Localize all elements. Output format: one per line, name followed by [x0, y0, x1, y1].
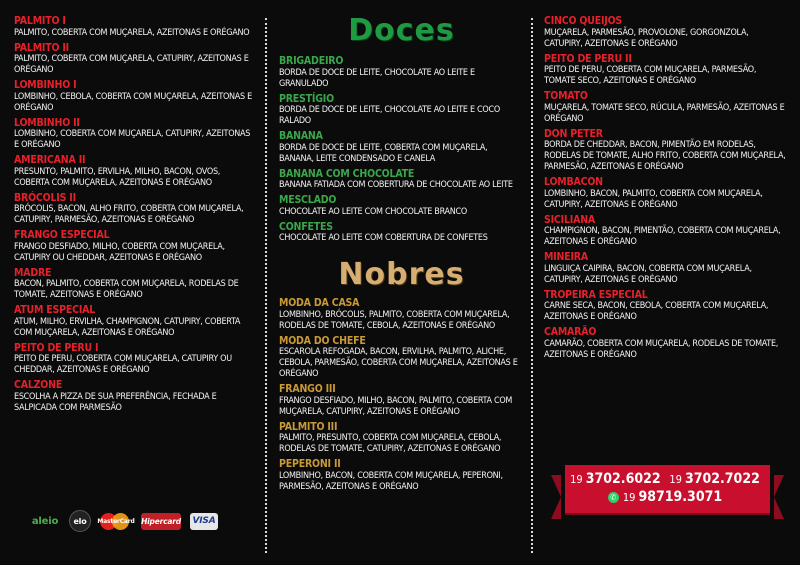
menu-item: [279, 56, 524, 90]
aleio-logo: aleio: [31, 515, 59, 527]
menu-item-description: LOMBINHO, BACON, COBERTA COM MUÇARELA, PEPERONI, PARMESÃO, AZEITONAS E ORÉGANO: [279, 470, 503, 492]
menu-item-description: ATUM, MILHO, ERVILHA, CHAMPIGNON, CATUPIRY, COBERTA COM MUÇARELA, AZEITONAS E ORÉGANO: [14, 316, 241, 338]
menu-item: [544, 215, 789, 249]
menu-item-name: DON PETER: [544, 127, 603, 140]
menu-item-description: PEITO DE PERU, COBERTA COM MUÇARELA, CATUPIRY OU CHEDDAR, AZEITONAS E ORÉGANO: [14, 354, 232, 375]
menu-item: [544, 290, 789, 324]
right-menu-list: [544, 16, 789, 361]
menu-item-description: CARNE SECA, BACON, CEBOLA, COBERTA COM MUÇARELA, AZEITONAS E ORÉGANO: [544, 301, 769, 322]
menu-item: [279, 336, 524, 381]
menu-item-name: AMERICANA II: [14, 154, 86, 166]
mastercard-logo-text: MasterCard: [97, 517, 135, 525]
menu-item-description: BORDA DE DOCE DE LEITE, CHOCOLATE AO LEITE E GRANULADO: [279, 67, 475, 89]
middle-column: [279, 0, 524, 565]
menu-item: [14, 268, 254, 302]
menu-item-description: ESCAROLA REFOGADA, BACON, ERVILHA, PALMITO, ALICHE, CEBOLA, PARMESÃO, COBERTA COM MUÇARELA, AZEITONAS E ORÉGANO: [279, 347, 518, 379]
hipercard-logo: Hipercard: [141, 513, 181, 530]
menu-item-name: CONFETES: [279, 220, 333, 233]
left-column: [14, 16, 254, 565]
menu-item: [544, 16, 789, 50]
payment-methods: [30, 510, 218, 532]
menu-item-name: BANANA: [279, 130, 323, 142]
menu-item: [14, 305, 254, 339]
menu-item-name: FRANGO ESPECIAL: [14, 229, 110, 241]
menu-item: [14, 155, 254, 189]
doces-menu-list: [279, 56, 524, 244]
ddd-code: 19: [570, 473, 583, 486]
menu-item-description: BACON, PALMITO, COBERTA COM MUÇARELA, RODELAS DE TOMATE, AZEITONAS E ORÉGANO: [14, 279, 239, 300]
menu-item-description: LOMBINHO, BRÓCOLIS, PALMITO, COBERTA COM MUÇARELA, RODELAS DE TOMATE, CEBOLA, AZEITONAS E ORÉGANO: [279, 309, 510, 331]
menu-item: [279, 298, 524, 332]
column-divider-left: [265, 18, 267, 553]
menu-item-name: PEITO DE PERU I: [14, 341, 99, 354]
whatsapp-icon: ✆: [608, 492, 619, 503]
menu-item-description: LOMBINHO, BACON, PALMITO, COBERTA COM MUÇARELA, CATUPIRY, AZEITONAS E ORÉGANO: [544, 188, 763, 210]
menu-item-description: PEITO DE PERU, COBERTA COM MUÇARELA, PARMESÃO, TOMATE SECO, AZEITONAS E ORÉGANO: [544, 65, 757, 86]
menu-item: [14, 43, 254, 77]
menu-item: [14, 230, 254, 264]
menu-item-description: PALMITO, COBERTA COM MUÇARELA, AZEITONAS E ORÉGANO: [14, 27, 250, 38]
menu-item: [544, 327, 789, 361]
doces-section-title: Doces: [348, 13, 455, 48]
whatsapp-number[interactable]: 98719.3071: [638, 489, 723, 505]
menu-item-description: CHOCOLATE AO LEITE COM CHOCOLATE BRANCO: [279, 206, 467, 217]
menu-item: [279, 422, 524, 456]
menu-item-description: FRANGO DESFIADO, MILHO, BACON, PALMITO, COBERTA COM MUÇARELA, CATUPIRY, AZEITONAS E ORÉGANO: [279, 395, 513, 417]
menu-item-description: PALMITO, COBERTA COM MUÇARELA, CATUPIRY, AZEITONAS E ORÉGANO: [14, 54, 249, 75]
menu-item-name: MESCLADO: [279, 194, 337, 206]
menu-item-name: MADRE: [14, 266, 52, 279]
menu-item-name: BANANA COM CHOCOLATE: [279, 167, 415, 180]
menu-item: [279, 222, 524, 245]
menu-item-description: ESCOLHA A PIZZA DE SUA PREFERÊNCIA, FECHADA E SALPICADA COM PARMESÃO: [14, 391, 217, 413]
menu-item: [279, 131, 524, 165]
phone-row-whatsapp: [565, 487, 770, 505]
menu-item-description: MUÇARELA, TOMATE SECO, RÚCULA, PARMESÃO, AZEITONAS E ORÉGANO: [544, 102, 785, 124]
visa-logo: VISA: [190, 513, 218, 530]
ddd-code: 19: [622, 491, 636, 504]
menu-item: [14, 380, 254, 414]
menu-item-description: BRÓCOLIS, BACON, ALHO FRITO, COBERTA COM MUÇARELA, CATUPIRY, PARMESÃO, AZEITONAS E ORÉGANO: [14, 204, 244, 225]
menu-item-name: MODA DO CHEFE: [279, 334, 366, 347]
menu-item-description: BORDA DE DOCE DE LEITE, COBERTA COM MUÇARELA, BANANA, LEITE CONDENSADO E CANELA: [279, 142, 488, 164]
menu-item-name: PALMITO III: [279, 420, 338, 433]
menu-item-name: MODA DA CASA: [279, 297, 360, 309]
mastercard-logo: [97, 513, 135, 530]
menu-item-description: PRESUNTO, PALMITO, ERVILHA, MILHO, BACON, OVOS, COBERTA COM MUÇARELA, AZEITONAS E ORÉGANO: [14, 166, 221, 188]
menu-item-name: TOMATO: [544, 90, 588, 102]
menu-item-name: BRIGADEIRO: [279, 55, 344, 67]
ddd-code: 19: [669, 473, 682, 486]
menu-item-description: BANANA FATIADA COM COBERTURA DE CHOCOLATE AO LEITE: [279, 180, 513, 190]
menu-item-description: CAMARÃO, COBERTA COM MUÇARELA, RODELAS DE TOMATE, AZEITONAS E ORÉGANO: [544, 338, 779, 360]
elo-logo: elo: [69, 510, 91, 532]
menu-item: [14, 193, 254, 227]
menu-item: [14, 16, 254, 39]
menu-item: [279, 384, 524, 418]
phone-ribbon: [565, 465, 770, 513]
menu-item: [544, 54, 789, 88]
menu-item-name: PALMITO I: [14, 15, 66, 27]
nobres-menu-list: [279, 298, 524, 493]
menu-item-description: LOMBINHO, CEBOLA, COBERTA COM MUÇARELA, AZEITONAS E ORÉGANO: [14, 91, 252, 113]
menu-item-description: LOMBINHO, COBERTA COM MUÇARELA, CATUPIRY, AZEITONAS E ORÉGANO: [14, 129, 251, 150]
menu-item: [14, 343, 254, 377]
menu-item-name: FRANGO III: [279, 383, 336, 395]
menu-item-name: CAMARÃO: [544, 326, 597, 338]
menu-item-description: CHAMPIGNON, BACON, PIMENTÃO, COBERTA COM MUÇARELA, AZEITONAS E ORÉGANO: [544, 226, 781, 247]
menu-item: [544, 91, 789, 125]
phone-row-landlines: [565, 465, 770, 487]
menu-item-name: BRÓCOLIS II: [14, 191, 76, 204]
nobres-section-title: Nobres: [338, 257, 465, 292]
phone-number-1[interactable]: 3702.6022: [585, 471, 661, 487]
menu-item-name: MINEIRA: [544, 251, 588, 263]
menu-item: [14, 80, 254, 114]
menu-item-name: LOMBACON: [544, 176, 603, 188]
menu-item-description: BORDA DE DOCE DE LEITE, CHOCOLATE AO LEITE E COCO RALADO: [279, 105, 500, 126]
menu-item-description: BORDA DE CHEDDAR, BACON, PIMENTÃO EM RODELAS, RODELAS DE TOMATE, ALHO FRITO, COBERTA COM MUÇARELA, PARMESÃO, AZEITONAS E ORÉGANO: [544, 140, 786, 172]
menu-item-name: PEITO DE PERU II: [544, 52, 632, 65]
menu-item: [544, 177, 789, 211]
menu-item: [279, 195, 524, 218]
menu-item: [279, 169, 524, 192]
menu-item-description: LINGUIÇA CAIPIRA, BACON, COBERTA COM MUÇARELA, CATUPIRY, AZEITONAS E ORÉGANO: [544, 263, 752, 285]
menu-item-name: CINCO QUEIJOS: [544, 15, 623, 27]
menu-item-description: PALMITO, PRESUNTO, COBERTA COM MUÇARELA, CEBOLA, RODELAS DE TOMATE, CATUPIRY, AZEITONAS E ORÉGANO: [279, 433, 502, 454]
menu-item-name: CALZONE: [14, 379, 63, 391]
menu-item-name: LOMBINHO I: [14, 79, 77, 91]
phone-number-2[interactable]: 3702.7022: [684, 471, 760, 487]
menu-item: [279, 459, 524, 493]
menu-item: [14, 118, 254, 152]
menu-item-name: PALMITO II: [14, 41, 69, 54]
column-divider-right: [531, 18, 533, 553]
left-menu-list: [14, 16, 254, 414]
menu-item: [279, 94, 524, 128]
menu-item: [544, 252, 789, 286]
menu-item-name: TROPEIRA ESPECIAL: [544, 288, 648, 301]
menu-item: [544, 129, 789, 174]
menu-item-name: SICILIANA: [544, 213, 596, 226]
menu-item-description: MUÇARELA, PARMESÃO, PROVOLONE, GORGONZOLA, CATUPIRY, AZEITONAS E ORÉGANO: [544, 27, 749, 49]
menu-item-name: LOMBINHO II: [14, 116, 80, 129]
menu-item-name: PRESTÍGIO: [279, 92, 334, 105]
menu-item-name: ATUM ESPECIAL: [14, 304, 96, 316]
menu-item-description: FRANGO DESFIADO, MILHO, COBERTA COM MUÇARELA, CATUPIRY OU CHEDDAR, AZEITONAS E ORÉGANO: [14, 241, 225, 263]
menu-item-name: PEPERONI II: [279, 458, 341, 470]
menu-item-description: CHOCOLATE AO LEITE COM COBERTURA DE CONFETES: [279, 233, 488, 243]
